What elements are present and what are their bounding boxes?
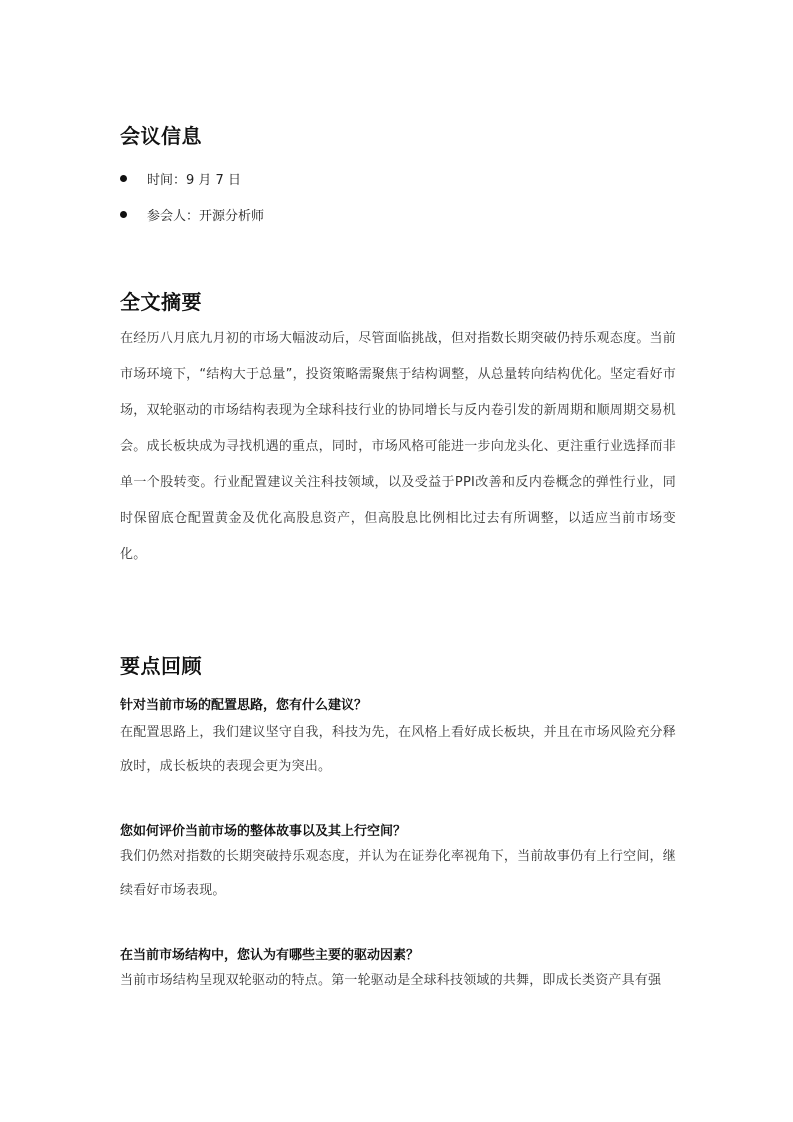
review-answer-3: 当前市场结构呈现双轮驱动的特点。第一轮驱动是全球科技领域的共舞，即成长类资产具有强 xyxy=(120,973,662,988)
meeting-time-text: 时间：9 月 7 日 xyxy=(147,172,241,188)
review-question-3: 在当前市场结构中，您认为有哪些主要的驱动因素？ xyxy=(120,948,420,963)
bullet-icon xyxy=(120,175,127,182)
summary-heading: 全文摘要 xyxy=(120,290,202,314)
review-heading: 要点回顾 xyxy=(120,654,202,678)
review-question-2: 您如何评价当前市场的整体故事以及其上行空间？ xyxy=(120,824,407,839)
review-question-1: 针对当前市场的配置思路，您有什么建议？ xyxy=(120,698,368,713)
review-answer-1: 在配置思路上，我们建议坚守自我，科技为先，在风格上看好成长板块，并且在市场风险充分释放时，成长板块的表现会更为突出。 xyxy=(120,725,676,774)
meeting-time-item xyxy=(120,168,241,188)
meeting-attendees-text: 参会人：开源分析师 xyxy=(147,208,265,224)
summary-paragraph: 在经历八月底九月初的市场大幅波动后，尽管面临挑战，但对指数长期突破仍持乐观态度。当前市场环境下，“结构大于总量”，投资策略需聚焦于结构调整，从总量转向结构优化。坚定看好市场，双轮驱动的市场结构表现为全球科技行业的协同增长与反内卷引发的新周期和顺周期交易机会。成长板块成为寻找机遇的重点，同时，市场风格可能进一步向龙头化、更注重行业选择而非单一个股转变。行业配置建议关注科技领域，以及受益于PPI改善和反内卷概念的弹性行业，同时保留底仓配置黄金及优化高股息资产，但高股息比例相比过去有所调整，以适应当前市场变化。 xyxy=(120,331,676,562)
meeting-attendees-item xyxy=(120,204,264,224)
bullet-icon xyxy=(120,211,127,218)
review-answer-2: 我们仍然对指数的长期突破持乐观态度，并认为在证券化率视角下，当前故事仍有上行空间，继续看好市场表现。 xyxy=(120,849,676,898)
meeting-info-heading: 会议信息 xyxy=(120,124,202,148)
